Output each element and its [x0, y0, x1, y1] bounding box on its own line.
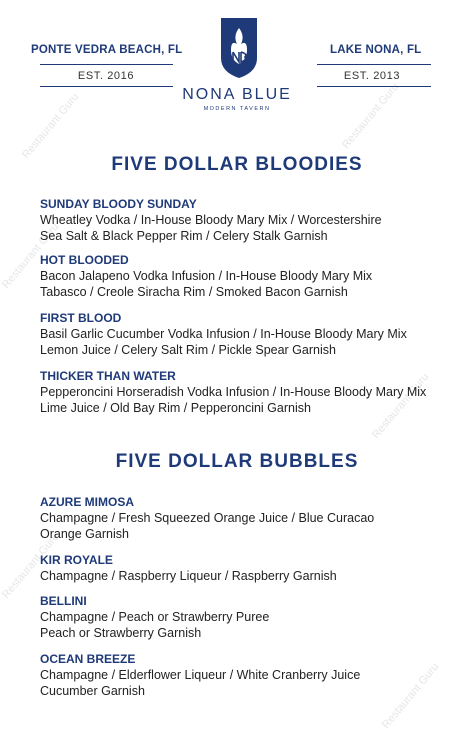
menu-item [40, 368, 450, 416]
menu-item [40, 651, 450, 699]
item-desc-line: Lime Juice / Old Bay Rim / Pepperoncini Garnish [40, 401, 311, 415]
brand-name: NONA BLUE [182, 86, 292, 103]
menu-item [40, 593, 450, 641]
item-desc-line: Peach or Strawberry Garnish [40, 626, 202, 640]
item-desc-line: Champagne / Raspberry Liqueur / Raspberry Garnish [40, 569, 337, 583]
nona-blue-logo-icon [217, 14, 261, 80]
menu-item [40, 552, 450, 584]
item-desc-line: Pepperoncini Horseradish Vodka Infusion / In-House Bloody Mary Mix [40, 385, 427, 399]
divider [40, 64, 173, 65]
divider [317, 64, 431, 65]
item-name: BELLINI [40, 594, 87, 608]
item-desc-line: Orange Garnish [40, 527, 129, 541]
menu-item [40, 310, 450, 358]
item-name: OCEAN BREEZE [40, 652, 136, 666]
item-desc-line: Cucumber Garnish [40, 684, 145, 698]
menu-item [40, 494, 450, 542]
item-name: SUNDAY BLOODY SUNDAY [40, 197, 197, 211]
menu-item [40, 252, 450, 300]
item-desc-line: Champagne / Fresh Squeezed Orange Juice / Blue Curacao [40, 511, 375, 525]
watermark: Restaurant Guru [369, 370, 432, 442]
est-right: EST. 2013 [343, 70, 401, 82]
brand-tagline: MODERN TAVERN [203, 106, 271, 112]
location-left: PONTE VEDRA BEACH, FL [31, 44, 183, 56]
item-name: KIR ROYALE [40, 553, 113, 567]
est-left: EST. 2016 [77, 70, 135, 82]
item-desc-line: Tabasco / Creole Siracha Rim / Smoked Bacon Garnish [40, 285, 348, 299]
menu-item [40, 196, 450, 244]
item-desc-line: Lemon Juice / Celery Salt Rim / Pickle Spear Garnish [40, 343, 336, 357]
item-desc-line: Basil Garlic Cucumber Vodka Infusion / In-House Bloody Mary Mix [40, 327, 407, 341]
location-right: LAKE NONA, FL [330, 44, 422, 56]
item-name: AZURE MIMOSA [40, 495, 134, 509]
item-desc-line: Champagne / Elderflower Liqueur / White Cranberry Juice [40, 668, 361, 682]
item-desc-line: Bacon Jalapeno Vodka Infusion / In-House Bloody Mary Mix [40, 269, 373, 283]
item-name: FIRST BLOOD [40, 311, 122, 325]
item-desc-line: Sea Salt & Black Pepper Rim / Celery Stalk Garnish [40, 229, 328, 243]
watermark: Restaurant Guru [339, 80, 402, 152]
watermark: Restaurant Guru [0, 220, 62, 292]
item-name: THICKER THAN WATER [40, 369, 176, 383]
item-desc-line: Wheatley Vodka / In-House Bloody Mary Mix / Worcestershire [40, 213, 382, 227]
section-title-bubbles: FIVE DOLLAR BUBBLES [115, 451, 359, 472]
section-title-bloodies: FIVE DOLLAR BLOODIES [111, 154, 363, 175]
item-desc-line: Champagne / Peach or Strawberry Puree [40, 610, 270, 624]
watermark: Restaurant Guru [0, 530, 62, 602]
item-name: HOT BLOODED [40, 253, 129, 267]
watermark: Restaurant Guru [19, 90, 82, 162]
watermark: Restaurant Guru [379, 660, 442, 732]
